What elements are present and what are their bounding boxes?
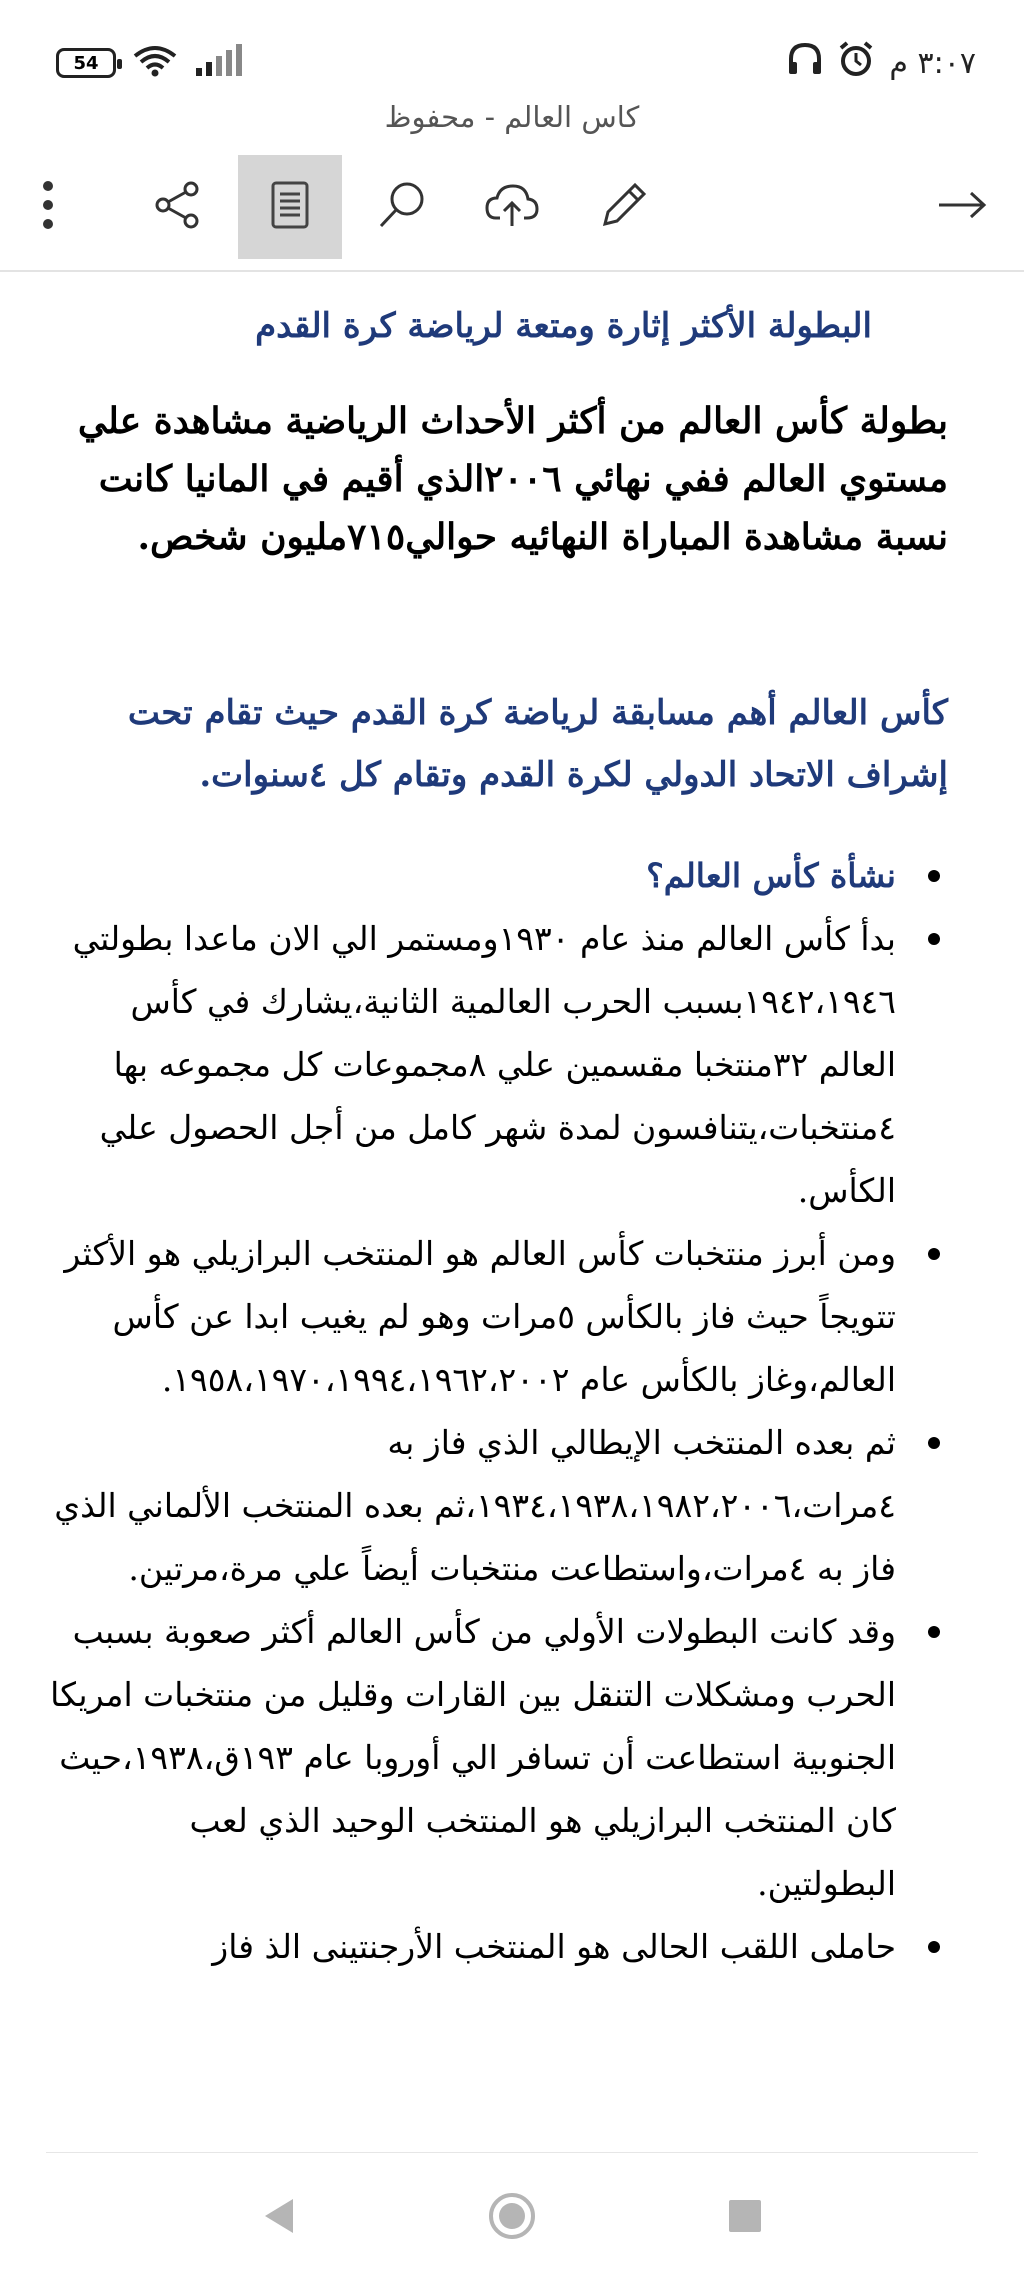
bullet-list bbox=[46, 844, 946, 1978]
edit-button[interactable] bbox=[572, 155, 676, 259]
document-heading: البطولة الأكثر إثارة ومتعة لرياضة كرة القدم bbox=[255, 306, 872, 346]
recents-button[interactable] bbox=[690, 2160, 800, 2276]
home-button[interactable] bbox=[457, 2160, 567, 2276]
list-item bbox=[46, 907, 946, 1222]
edit-icon bbox=[599, 180, 649, 234]
toolbar bbox=[0, 155, 1024, 265]
bullet-icon bbox=[928, 1248, 940, 1260]
headset-icon bbox=[787, 42, 823, 84]
list-item-text: حاملى اللقب الحالى هو المنتخب الأرجنتينى الذ فاز bbox=[212, 1927, 896, 1966]
document-body[interactable] bbox=[0, 272, 1024, 2152]
bullet-icon bbox=[928, 1437, 940, 1449]
read-mode-icon bbox=[270, 180, 310, 234]
more-button[interactable] bbox=[18, 155, 78, 259]
status-left bbox=[56, 44, 244, 82]
navigation-bar bbox=[0, 2160, 1024, 2276]
list-item bbox=[46, 1222, 946, 1411]
back-button[interactable] bbox=[224, 2160, 334, 2276]
bullet-icon bbox=[928, 1626, 940, 1638]
list-item bbox=[46, 844, 946, 907]
more-icon bbox=[42, 180, 54, 234]
list-item-text: بدأ كأس العالم منذ عام ١٩٣٠ومستمر الي الان ماعدا بطولتي ١٩٤٢،١٩٤٦بسبب الحرب العالمية الثانية،يشارك في كأس العالم ٣٢منتخبا مقسمين علي ٨مجموعات كل مجموعه بها ٤منتخبات،يتنافسون لمدة شهر كامل من أجل الحصول علي الكأس. bbox=[72, 919, 896, 1210]
list-item bbox=[46, 1915, 946, 1978]
cloud-upload-icon bbox=[484, 182, 540, 232]
cloud-upload-button[interactable] bbox=[460, 155, 564, 259]
list-item-text: ومن أبرز منتخبات كأس العالم هو المنتخب البرازيلي هو الأكثر تتويجاً حيث فاز بالكأس ٥مرات وهو لم يغيب ابدا عن كأس العالم،وغاز بالكأس عام ١٩٥٨،١٩٧٠،١٩٩٤،١٩٦٢،٢٠٠٢. bbox=[64, 1234, 896, 1399]
bullet-icon bbox=[928, 870, 940, 882]
list-item-text: نشأة كأس العالم؟ bbox=[646, 856, 896, 895]
read-mode-button[interactable] bbox=[238, 155, 342, 259]
recents-icon bbox=[727, 2198, 763, 2238]
back-icon bbox=[261, 2196, 297, 2240]
battery-icon bbox=[56, 48, 116, 78]
status-time: ٣:٠٧ م bbox=[889, 45, 976, 81]
subheading-paragraph: كأس العالم أهم مسابقة لرياضة كرة القدم حيث تقام تحت إشراف الاتحاد الدولي لكرة القدم وتقام كل ٤سنوات. bbox=[127, 693, 948, 795]
alarm-icon bbox=[837, 40, 875, 86]
search-icon bbox=[377, 180, 427, 234]
list-item bbox=[46, 1411, 946, 1600]
forward-button[interactable] bbox=[910, 155, 1014, 259]
list-item-text: وقد كانت البطولات الأولي من كأس العالم أكثر صعوبة بسبب الحرب ومشكلات التنقل بين القارات وقليل من منتخبات امريكا الجنوبية استطاعت أن تسافر الي أوروبا عام ١٩٣ق،١٩٣٨،حيث كان المنتخب البرازيلي هو المنتخب الوحيد الذي لعب البطولتين. bbox=[50, 1612, 896, 1903]
bullet-icon bbox=[928, 1941, 940, 1953]
search-button[interactable] bbox=[350, 155, 454, 259]
bullet-icon bbox=[928, 933, 940, 945]
status-bar bbox=[0, 0, 1024, 110]
wifi-icon bbox=[132, 44, 178, 82]
share-icon bbox=[153, 180, 203, 234]
bottom-divider bbox=[46, 2152, 978, 2153]
forward-arrow-icon bbox=[937, 190, 987, 224]
list-item-text: ثم بعده المنتخب الإيطالي الذي فاز به ٤مرات،١٩٣٤،١٩٣٨،١٩٨٢،٢٠٠٦،ثم بعده المنتخب الألماني الذي فاز به ٤مرات،واستطاعت منتخبات أيضاً علي مرة،مرتين. bbox=[54, 1423, 896, 1588]
intro-paragraph: بطولة كأس العالم من أكثر الأحداث الرياضية مشاهدة علي مستوي العالم ففي نهائي ٢٠٠٦الذي أقيم في المانيا كانت نسبة مشاهدة المباراة النهائيه حوالي٧١٥مليون شخص. bbox=[77, 400, 948, 558]
home-icon bbox=[487, 2191, 537, 2245]
document-title: كاس العالم - محفوظ bbox=[384, 100, 640, 134]
signal-icon bbox=[194, 44, 244, 82]
list-item bbox=[46, 1600, 946, 1915]
share-button[interactable] bbox=[126, 155, 230, 259]
battery-level: 54 bbox=[73, 52, 99, 74]
status-right bbox=[787, 40, 976, 86]
